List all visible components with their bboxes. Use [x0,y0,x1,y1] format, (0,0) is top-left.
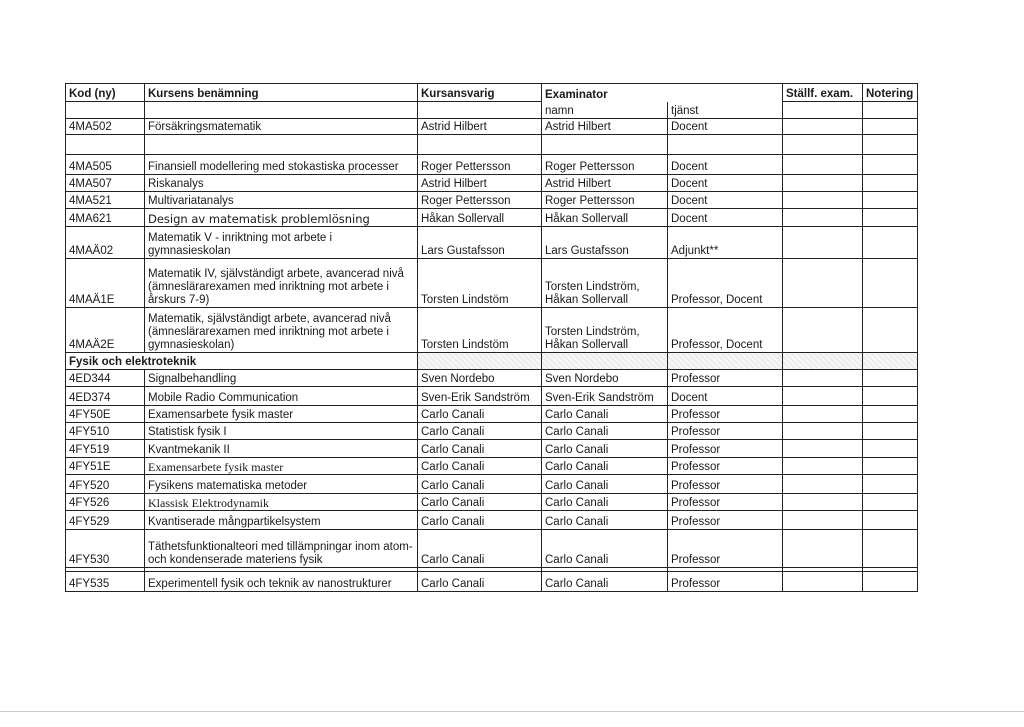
examiner-title-cell: Docent [668,192,783,209]
notering-cell [863,192,918,209]
course-code-cell: 4FY51E [66,458,145,475]
examiner-name-cell: Carlo Canali [542,494,668,511]
examiner-name-cell: Sven Nordebo [542,370,668,387]
notering-cell [863,308,918,353]
course-code-cell: 4FY529 [66,511,145,530]
course-code-cell: 4FY530 [66,530,145,568]
stallf-cell [783,209,863,227]
examiner-name-cell: Carlo Canali [542,511,668,530]
rows-a [66,119,918,135]
course-code-cell: 4MA621 [66,209,145,227]
stallf-cell [783,192,863,209]
table-row [66,406,918,423]
stallf-cell [783,458,863,475]
examiner-title-cell: Professor, Docent [668,308,783,353]
course-name-cell: Matematik, självständigt arbete, avancerad nivå (ämneslärarexamen med inriktning mot arbete i gymnasieskolan) [145,308,418,353]
stallf-cell [783,530,863,568]
course-responsible-cell: Sven-Erik Sandström [418,387,542,406]
table-row [66,423,918,440]
section-title: Fysik och elektroteknik [66,353,418,370]
stallf-cell [783,370,863,387]
notering-cell [863,511,918,530]
course-code-cell: 4MAÄ1E [66,259,145,308]
course-responsible-cell: Carlo Canali [418,423,542,440]
course-responsible-cell: Astrid Hilbert [418,175,542,192]
course-code-cell: 4MA507 [66,175,145,192]
examiner-name-cell: Roger Pettersson [542,155,668,175]
examiner-title-cell: Adjunkt** [668,227,783,259]
examiner-title-cell: Professor [668,440,783,458]
examiner-name-cell: Astrid Hilbert [542,175,668,192]
course-name-cell: Experimentell fysik och teknik av nanostrukturer [145,572,418,592]
course-code-cell: 4MA521 [66,192,145,209]
notering-cell [863,155,918,175]
table-row [66,475,918,494]
course-name-cell: Examensarbete fysik master [145,458,418,475]
course-responsible-cell: Lars Gustafsson [418,227,542,259]
examiner-name-cell: Roger Pettersson [542,192,668,209]
examiner-name-cell: Torsten Lindström, Håkan Sollervall [542,308,668,353]
course-code-cell: 4ED374 [66,387,145,406]
course-code-cell: 4MAÄ02 [66,227,145,259]
examiner-title-cell: Professor [668,494,783,511]
stallf-cell [783,119,863,135]
table-row [66,119,918,135]
examiner-title-cell: Professor [668,572,783,592]
table-row [66,458,918,475]
course-name-cell: Riskanalys [145,175,418,192]
table-row [66,308,918,353]
rows-e [66,572,918,592]
section-row [66,353,918,370]
course-name-cell: Design av matematisk problemlösning [145,209,418,227]
stallf-cell [783,175,863,192]
course-code-cell: 4MAÄ2E [66,308,145,353]
course-name-cell: Matematik IV, självständigt arbete, avancerad nivå (ämneslärarexamen med inriktning mot arbete i årskurs 7-9) [145,259,418,308]
notering-cell [863,209,918,227]
examiner-name-cell: Carlo Canali [542,406,668,423]
course-name-cell: Fysikens matematiska metoder [145,475,418,494]
stallf-cell [783,440,863,458]
notering-cell [863,572,918,592]
examiner-title-cell: Professor, Docent [668,259,783,308]
notering-cell [863,423,918,440]
course-code-cell: 4ED344 [66,370,145,387]
course-responsible-cell: Torsten Lindstöm [418,308,542,353]
course-name-cell: Finansiell modellering med stokastiska processer [145,155,418,175]
course-responsible-cell: Carlo Canali [418,511,542,530]
course-code-cell: 4FY535 [66,572,145,592]
examiner-title-cell: Docent [668,209,783,227]
course-code-cell: 4MA505 [66,155,145,175]
course-code-cell: 4FY510 [66,423,145,440]
notering-cell [863,440,918,458]
table-row [66,440,918,458]
header-examinator: Examinator [542,84,668,102]
header-benamning: Kursens benämning [145,84,418,102]
examiner-name-cell: Carlo Canali [542,530,668,568]
examiner-name-cell: Lars Gustafsson [542,227,668,259]
course-code-cell: 4FY519 [66,440,145,458]
stallf-cell [783,494,863,511]
header-examinator-tjanst: tjänst [668,102,783,119]
stallf-cell [783,259,863,308]
table-row [66,192,918,209]
course-responsible-cell: Carlo Canali [418,494,542,511]
notering-cell [863,530,918,568]
notering-cell [863,227,918,259]
examiner-name-cell: Håkan Sollervall [542,209,668,227]
course-name-cell: Klassisk Elektrodynamik [145,494,418,511]
examiner-name-cell: Sven-Erik Sandström [542,387,668,406]
course-responsible-cell: Roger Pettersson [418,192,542,209]
examiner-name-cell: Astrid Hilbert [542,119,668,135]
table-row [66,370,918,387]
examiner-title-cell: Docent [668,119,783,135]
examiner-title-cell: Professor [668,458,783,475]
course-responsible-cell: Torsten Lindstöm [418,259,542,308]
course-responsible-cell: Carlo Canali [418,572,542,592]
header-stallf: Ställf. exam. [783,84,863,102]
examiner-title-cell: Docent [668,155,783,175]
table-row [66,572,918,592]
notering-cell [863,387,918,406]
course-code-cell: 4FY50E [66,406,145,423]
table-row [66,387,918,406]
course-responsible-cell: Astrid Hilbert [418,119,542,135]
course-name-cell: Matematik V - inriktning mot arbete i gymnasieskolan [145,227,418,259]
header-kursansvarig: Kursansvarig [418,84,542,102]
course-code-cell: 4FY520 [66,475,145,494]
examiner-name-cell: Carlo Canali [542,458,668,475]
course-table [65,83,918,592]
rows-d [66,530,918,568]
rows-b [66,155,918,353]
examiner-title-cell: Professor [668,475,783,494]
header-notering: Notering [863,84,918,102]
course-name-cell: Statistisk fysik I [145,423,418,440]
examiner-name-cell: Carlo Canali [542,423,668,440]
course-responsible-cell: Carlo Canali [418,440,542,458]
spacer-row [66,135,918,155]
page-bottom-rule [0,711,1024,712]
course-responsible-cell: Carlo Canali [418,406,542,423]
examiner-name-cell: Carlo Canali [542,475,668,494]
subheader-row [66,102,918,119]
course-responsible-cell: Sven Nordebo [418,370,542,387]
stallf-cell [783,155,863,175]
notering-cell [863,494,918,511]
stallf-cell [783,406,863,423]
course-responsible-cell: Carlo Canali [418,530,542,568]
notering-cell [863,370,918,387]
course-code-cell: 4FY526 [66,494,145,511]
table-row [66,530,918,568]
stallf-cell [783,387,863,406]
course-name-cell: Signalbehandling [145,370,418,387]
course-name-cell: Examensarbete fysik master [145,406,418,423]
examiner-title-cell: Professor [668,511,783,530]
course-responsible-cell: Carlo Canali [418,475,542,494]
table-row [66,259,918,308]
notering-cell [863,475,918,494]
examiner-title-cell: Professor [668,406,783,423]
examiner-title-cell: Docent [668,175,783,192]
header-row [66,84,918,102]
examiner-name-cell: Carlo Canali [542,440,668,458]
table-row [66,227,918,259]
notering-cell [863,175,918,192]
table-row [66,175,918,192]
course-name-cell: Kvantmekanik II [145,440,418,458]
table-row [66,494,918,511]
header-kod: Kod (ny) [66,84,145,102]
rows-c [66,370,918,530]
course-responsible-cell: Carlo Canali [418,458,542,475]
examiner-title-cell: Docent [668,387,783,406]
notering-cell [863,119,918,135]
examiner-title-cell: Professor [668,370,783,387]
stallf-cell [783,511,863,530]
stallf-cell [783,475,863,494]
table-row [66,209,918,227]
table-row [66,155,918,175]
course-responsible-cell: Håkan Sollervall [418,209,542,227]
examiner-title-cell: Professor [668,423,783,440]
header-examinator-namn: namn [542,102,668,119]
examiner-title-cell: Professor [668,530,783,568]
course-name-cell: Försäkringsmatematik [145,119,418,135]
table-row [66,511,918,530]
notering-cell [863,458,918,475]
notering-cell [863,406,918,423]
course-name-cell: Mobile Radio Communication [145,387,418,406]
stallf-cell [783,572,863,592]
header-examinator-blank [668,84,783,102]
stallf-cell [783,308,863,353]
course-responsible-cell: Roger Pettersson [418,155,542,175]
stallf-cell [783,227,863,259]
notering-cell [863,259,918,308]
examiner-name-cell: Carlo Canali [542,572,668,592]
course-code-cell: 4MA502 [66,119,145,135]
course-name-cell: Kvantiserade mångpartikelsystem [145,511,418,530]
examiner-name-cell: Torsten Lindström, Håkan Sollervall [542,259,668,308]
course-name-cell: Multivariatanalys [145,192,418,209]
course-name-cell: Täthetsfunktionalteori med tillämpningar inom atom- och kondenserade materiens fysik [145,530,418,568]
stallf-cell [783,423,863,440]
